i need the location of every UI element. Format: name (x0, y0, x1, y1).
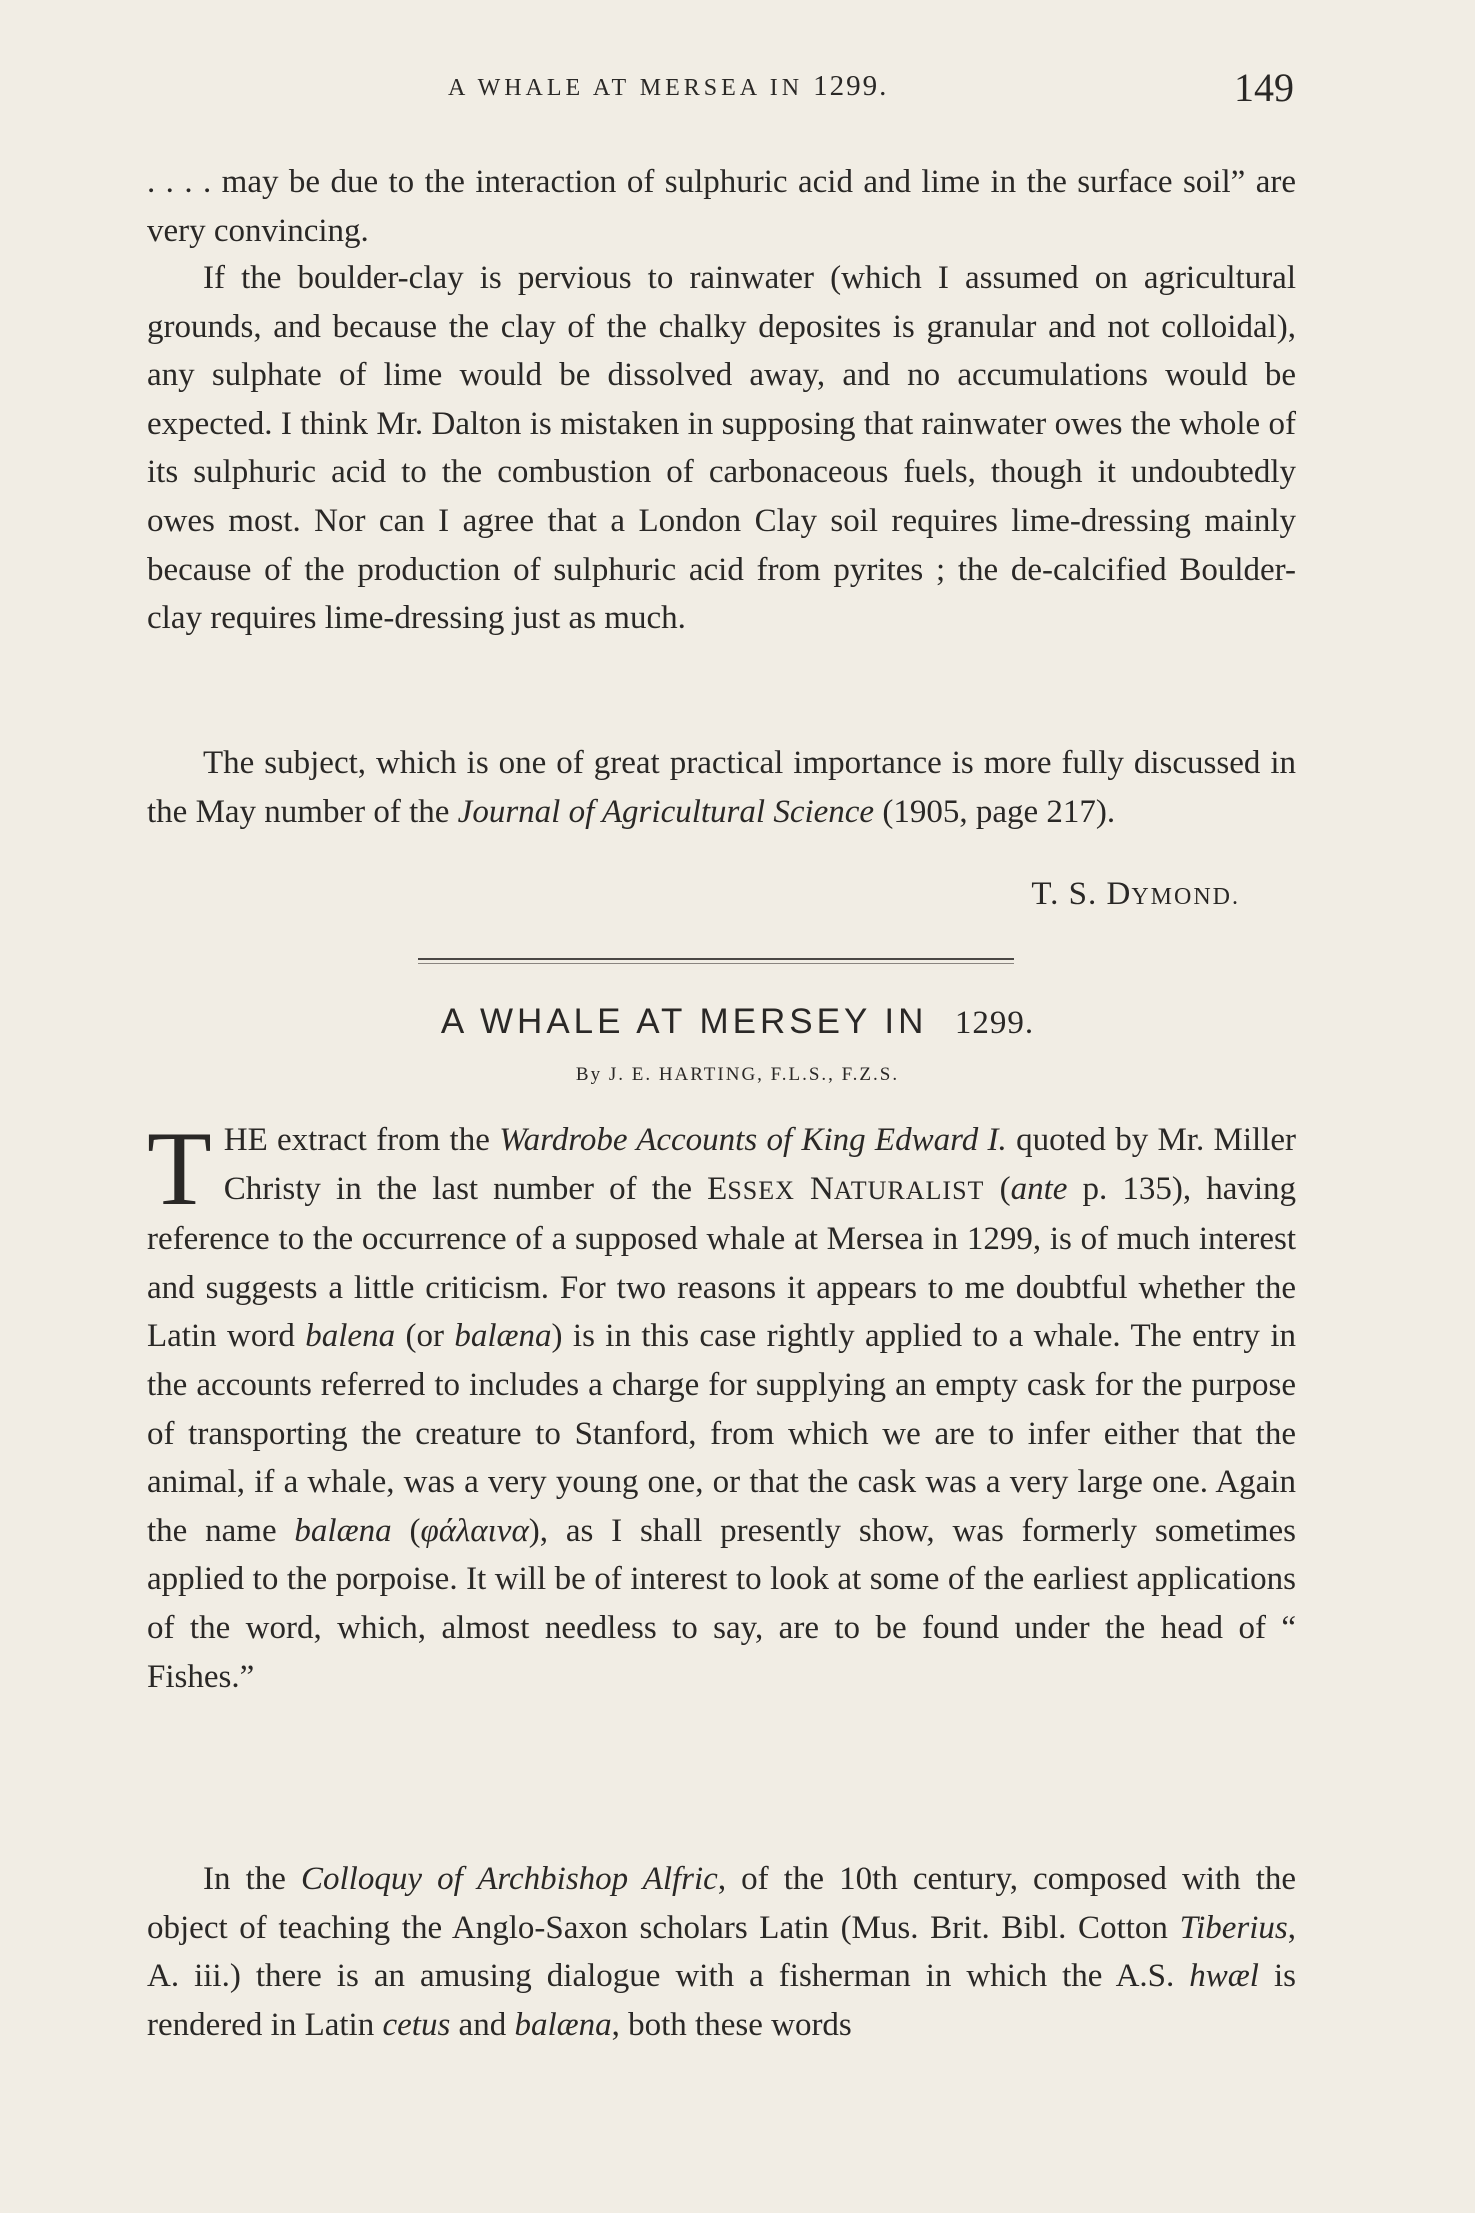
balaena-word: balæna (454, 1318, 552, 1355)
wardrobe-accounts-title: Wardrobe Accounts of King Edward I. (499, 1122, 1007, 1158)
letter-p3-text: The subject, which is one of great practical importance is more fully discussed in the May number of the (147, 745, 1296, 830)
balaena-word-3: balæna (514, 2006, 612, 2043)
letter-paragraph-2 (147, 254, 1296, 643)
article-p2-text-c: , A. iii.) there is an amusing dialogue with a fisherman in which the A.S. (147, 1909, 1297, 1995)
running-head (0, 62, 1475, 110)
balaena-word-2: balæna (294, 1512, 392, 1549)
running-title-words: A WHALE AT MERSEA IN (448, 75, 804, 101)
author-signature (960, 876, 1240, 913)
article-title (0, 1002, 1475, 1042)
article-p1-paren: ( (999, 1170, 1011, 1207)
ante-word: ante (1010, 1170, 1068, 1207)
article-byline: By J. E. HARTING, F.L.S., F.Z.S. (575, 1064, 900, 1085)
journal-title: Journal of Agricultural Science (457, 793, 875, 830)
article-p1-text-d: (or (405, 1318, 444, 1355)
letter-paragraph-3 (147, 739, 1296, 836)
running-title (448, 70, 888, 103)
article-p1-paren-2: ( (409, 1512, 421, 1549)
journal-name-e: E (707, 1170, 728, 1207)
letter-p3-citation: (1905, page 217). (882, 793, 1116, 830)
article-p2-text-b: , of the 10th century, composed with the object of teaching the Anglo-Saxon scholars Latin (Mus. Brit. Bibl. Cotton (147, 1861, 1297, 1946)
drop-cap: T (147, 1110, 212, 1227)
running-title-year: 1299. (813, 70, 889, 102)
article-paragraph-2 (147, 1855, 1296, 2049)
hwael-word: hwæl (1189, 1958, 1259, 1995)
journal-name-ssex: SSEX (727, 1175, 795, 1205)
article-p1-text-b: quoted by Mr. Miller Christy in the last number of the (223, 1122, 1297, 1207)
article-p2-text-a: In the (203, 1861, 286, 1897)
article-p1-text-e: ) is in this case rightly applied to a whale. The entry in the accounts referred to includes a charge for supplying an empty cask for the purpose of transporting the creature to Stanford, from which we are to infer either that the animal, if a whale, was a very young one, or that the cask was a very large one. Again the name (147, 1318, 1296, 1549)
balena-word: balena (305, 1318, 396, 1355)
page-number: 149 (1234, 65, 1294, 110)
article-title-year: 1299. (954, 1005, 1035, 1041)
article-p2-text-e: and (458, 2006, 507, 2043)
letter-p1-text: . . . . may be due to the interaction of sulphuric acid and lime in the surface soil” are very convincing. (147, 164, 1296, 249)
article-p2-text-d: is rendered in Latin (147, 1958, 1297, 2043)
article-title-words: A WHALE AT MERSEY IN (440, 1002, 928, 1041)
article-paragraph-1 (147, 1110, 1297, 1701)
article-p1-text-f: ), as I shall presently show, was formerly sometimes applied to the porpoise. It will be of interest to look at some of the earliest applications of the word, which, almost needless to say, are to be found under the head of “ Fishes.” (147, 1512, 1297, 1695)
colloquy-title: Colloquy of Archbishop Alfric (301, 1861, 718, 1897)
article-p2-text-f: , both these words (611, 2006, 852, 2043)
letter-paragraph-1 (147, 158, 1296, 255)
signature-initials: T. S. D (1031, 876, 1132, 912)
article-p1-text-a: HE extract from the (223, 1122, 490, 1158)
greek-word: φάλαινα (420, 1512, 529, 1549)
signature-small-caps: YMOND. (1131, 884, 1240, 910)
journal-name-n: N (810, 1170, 834, 1207)
section-divider (418, 958, 1014, 964)
cetus-word: cetus (382, 2006, 451, 2043)
article-p1-text-c: p. 135), having reference to the occurrence of a supposed whale at Mersea in 1299, is of much interest and suggests a little criticism. For two reasons it appears to me doubtful whether the Latin word (147, 1170, 1297, 1355)
journal-name-aturalist: ATURALIST (833, 1175, 985, 1205)
letter-p2-text: If the boulder-clay is pervious to rainwater (which I assumed on agricultural grounds, and because the clay of the chalky deposites is granular and not colloidal), any sulphate of lime would be dissolved away, and no accumulations would be expected. I think Mr. Dalton is mistaken in supposing that rainwater owes the whole of its sulphuric acid to the combustion of carbonaceous fuels, though it undoubtedly owes most. Nor can I agree that a London Clay soil requires lime-dressing mainly because of the production of sulphuric acid from pyrites ; the de-calcified Boulder-clay requires lime-dressing just as much. (147, 260, 1296, 637)
tiberius-word: Tiberius (1179, 1909, 1288, 1946)
